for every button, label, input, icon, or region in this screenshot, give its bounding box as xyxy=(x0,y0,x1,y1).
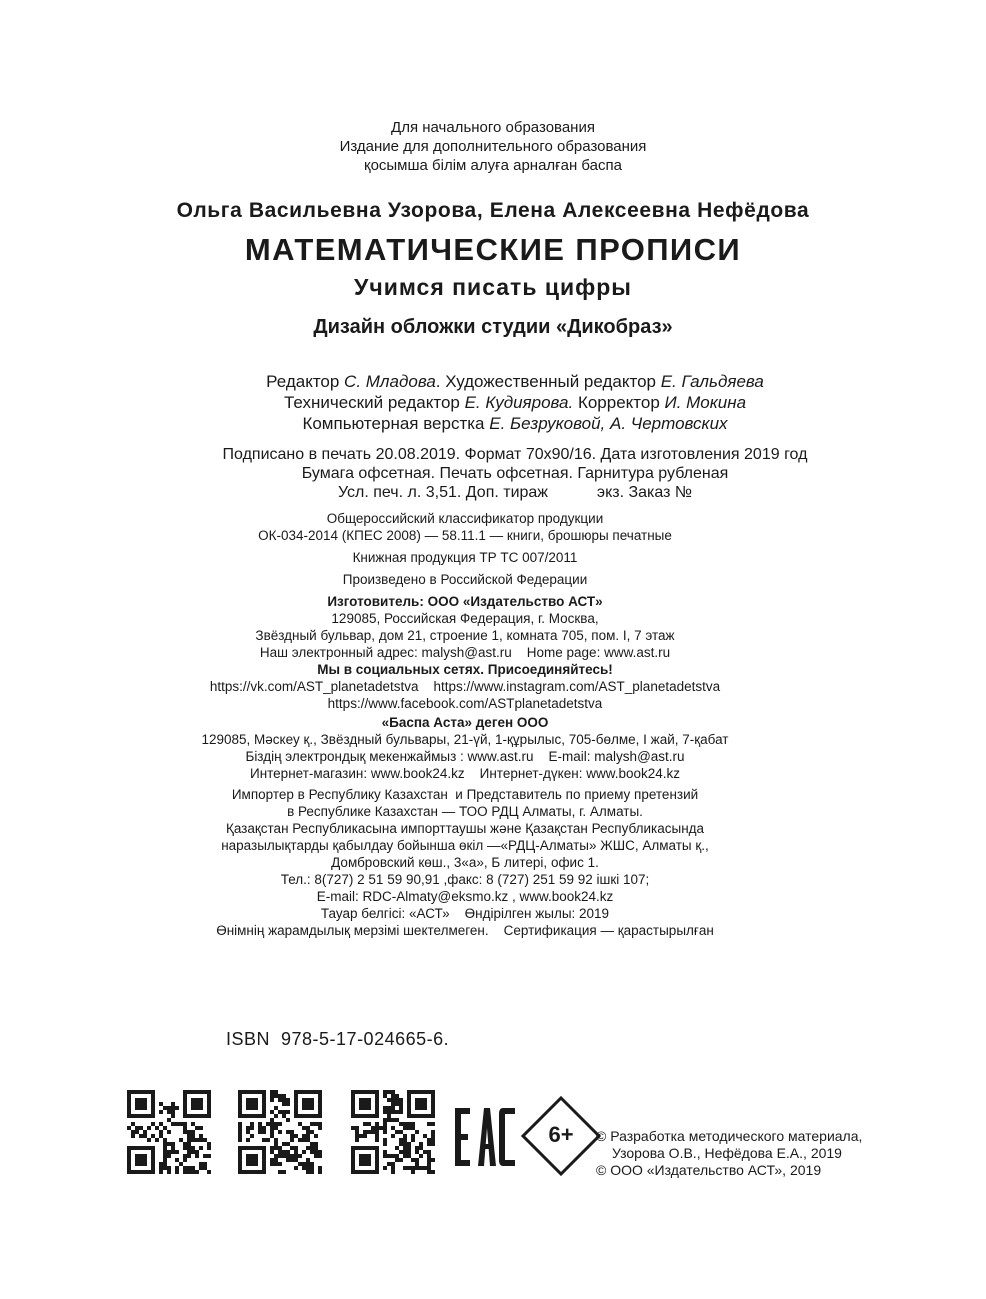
importer-line-6: Тел.: 8(727) 2 51 59 90,91 ,факс: 8 (727) 251 59 92 ішкі 107; xyxy=(280,872,650,887)
age-rating-label: 6+ xyxy=(548,1122,574,1147)
kazakh-line-3: Интернет-магазин: www.book24.kz Интернет-дүкен: www.book24.kz xyxy=(249,766,680,781)
print-info xyxy=(0,445,986,502)
kazakh-heading: «Баспа Аста» деген ООО xyxy=(381,715,549,730)
print-line-3: Усл. печ. л. 3,51. Доп. тираж экз. Заказ № xyxy=(337,484,693,501)
staff-line-2 xyxy=(0,392,986,413)
social-links-2: https://www.facebook.com/ASTplanetadetstva xyxy=(327,696,603,711)
authors: Ольга Васильевна Узорова, Елена Алексеевна Нефёдова xyxy=(176,199,810,222)
print-line-2: Бумага офсетная. Печать офсетная. Гарнитура рубленая xyxy=(301,465,729,482)
editor-name: С. Младова xyxy=(344,372,436,391)
corrector-name: И. Мокина xyxy=(664,393,747,412)
copyright-line-3: © ООО «Издательство АСТ», 2019 xyxy=(596,1162,822,1178)
kazakh-line-1: 129085, Мәскеу қ., Звёздный бульвары, 21-үй, 1-құрылыс, 705-бөлме, I жай, 7-қабат xyxy=(201,732,729,747)
staff-credits xyxy=(0,371,986,434)
isbn: ISBN 978-5-17-024665-6. xyxy=(226,1029,450,1049)
importer-line-2: в Республике Казахстан — ТОО РДЦ Алматы, г. Алматы. xyxy=(287,804,643,819)
manufacturer-block xyxy=(0,593,930,712)
edition-line-2: Издание для дополнительного образования xyxy=(339,138,647,155)
layout-names: Е. Безруковой, А. Чертовских xyxy=(489,414,728,433)
book-subtitle: Учимся писать цифры xyxy=(354,274,632,300)
tech-editor-label: Технический редактор xyxy=(283,393,465,412)
edition-line-1: Для начального образования xyxy=(391,119,595,136)
qr-code-2 xyxy=(238,1090,322,1174)
classifier-line-1: Общероссийский классификатор продукции xyxy=(326,511,604,526)
importer-line-3: Қазақстан Республикасына импорттаушы және Қазақстан Республикасында xyxy=(225,821,705,836)
manufacturer-line-3: Наш электронный адрес: malysh@ast.ru Home page: www.ast.ru xyxy=(259,645,671,660)
staff-line-3 xyxy=(0,413,986,434)
social-heading: Мы в социальных сетях. Присоединяйтесь! xyxy=(317,662,613,677)
copyright-line-1: © Разработка методического материала, xyxy=(596,1128,863,1144)
kazakh-line-2: Біздің электрондық мекенжаймыз : www.ast.ru E-mail: malysh@ast.ru xyxy=(245,749,685,764)
editor-label: Редактор xyxy=(266,372,345,391)
social-links-1: https://vk.com/AST_planetadetstva https://www.instagram.com/AST_planetadetstva xyxy=(209,679,721,694)
qr-code-1 xyxy=(127,1090,211,1174)
corrector-label: Корректор xyxy=(573,393,665,412)
importer-line-7: E-mail: RDC-Almaty@eksmo.kz , www.book24.kz xyxy=(316,889,614,904)
importer-line-8: Тауар белгісі: «АСТ» Өндірілген жылы: 2019 xyxy=(320,906,610,921)
art-editor-label: . Художественный редактор xyxy=(435,372,661,391)
classifier xyxy=(0,510,930,544)
copyright-line-2: Узорова О.В., Нефёдова Е.А., 2019 xyxy=(612,1145,842,1161)
edition-line-3: қосымша білім алуға арналған баспа xyxy=(364,157,622,174)
importer-line-4: наразылықтарды қабылдау бойынша өкіл —«РДЦ-Алматы» ЖШС, Алматы қ., xyxy=(221,838,709,853)
tech-editor-name: Е. Кудиярова. xyxy=(464,393,574,412)
copyright-block xyxy=(596,1128,862,1179)
edition-info xyxy=(0,118,986,175)
product-code: Книжная продукция ТР ТС 007/2011 xyxy=(352,550,578,565)
art-editor-name: Е. Гальдяева xyxy=(660,372,764,391)
staff-line-1 xyxy=(0,371,986,392)
layout-label: Компьютерная верстка xyxy=(302,414,490,433)
qr-code-3 xyxy=(351,1090,435,1174)
manufacturer-heading: Изготовитель: ООО «Издательство АСТ» xyxy=(327,594,603,609)
eac-mark-icon xyxy=(455,1108,515,1166)
manufacturer-line-2: Звёздный бульвар, дом 21, строение 1, комната 705, пом. I, 7 этаж xyxy=(255,628,675,643)
importer-line-9: Өнімнің жарамдылық мерзімі шектелмеген. Сертификация — қарастырылған xyxy=(216,923,714,938)
print-line-1: Подписано в печать 20.08.2019. Формат 70х90/16. Дата изготовления 2019 год xyxy=(222,446,808,463)
importer-line-1: Импортер в Республику Казахстан и Представитель по приему претензий xyxy=(231,787,699,802)
importer-block xyxy=(0,786,930,939)
kazakh-block xyxy=(0,714,930,782)
made-in: Произведено в Российской Федерации xyxy=(342,572,588,587)
importer-line-5: Домбровский көш., 3«а», Б литері, офис 1. xyxy=(331,855,599,870)
book-title: МАТЕМАТИЧЕСКИЕ ПРОПИСИ xyxy=(244,232,742,267)
manufacturer-line-1: 129085, Российская Федерация, г. Москва, xyxy=(331,611,599,626)
cover-design-credit: Дизайн обложки студии «Дикобраз» xyxy=(313,316,673,338)
classifier-line-2: ОК-034-2014 (КПЕС 2008) — 58.11.1 — книги, брошюры печатные xyxy=(258,528,672,543)
